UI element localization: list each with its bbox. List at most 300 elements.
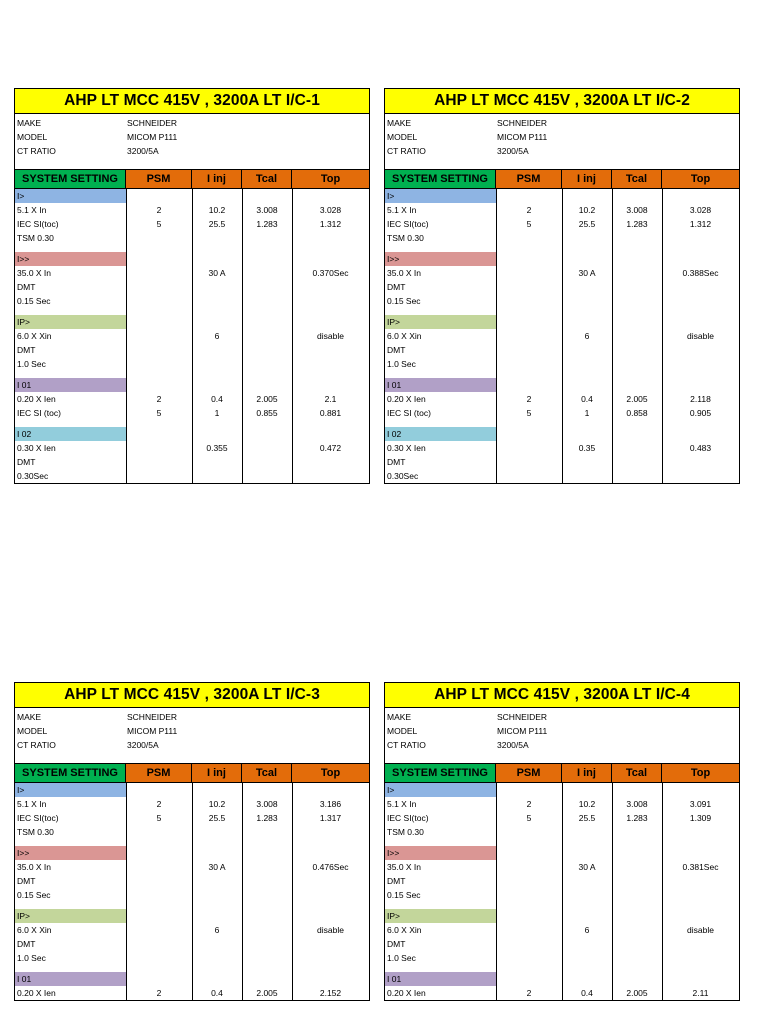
cell-setting: TSM 0.30 (387, 233, 424, 243)
header-i-inj: I inj (562, 170, 612, 188)
cell-top (292, 294, 369, 308)
stage-label: I>> (385, 846, 496, 860)
stage-row (385, 846, 739, 860)
cell-setting: DMT (387, 457, 406, 467)
cell-tcal (242, 825, 292, 839)
cell-top: 1.312 (319, 219, 342, 229)
cell-tcal: 1.283 (256, 813, 278, 823)
header-psm: PSM (496, 170, 562, 188)
make-row (15, 116, 369, 130)
cell-tcal (242, 294, 292, 308)
table-row (385, 294, 739, 308)
cell-setting: 0.20 X Ien (17, 988, 56, 998)
cell-tcal (242, 280, 292, 294)
sheet-title: AHP LT MCC 415V , 3200A LT I/C-1 (15, 89, 369, 114)
empty-cell (126, 846, 192, 860)
cell-setting: 35.0 X In (17, 268, 52, 278)
cell-i-inj (562, 825, 612, 839)
empty-cell (192, 252, 242, 266)
make-value: SCHNEIDER (127, 712, 178, 722)
empty-cell (292, 252, 369, 266)
make-value: SCHNEIDER (127, 118, 178, 128)
header-psm: PSM (496, 764, 562, 782)
cell-i-inj: 0.4 (581, 988, 593, 998)
table-row (385, 825, 739, 839)
ct-ratio-value: 3200/5A (497, 146, 529, 156)
relay-setting-sheet (14, 88, 370, 484)
cell-psm: 2 (156, 205, 162, 215)
table-row (15, 455, 369, 469)
table-row (385, 343, 739, 357)
model-value: MICOM P111 (127, 726, 178, 736)
table-row (385, 986, 739, 1000)
cell-i-inj (562, 469, 612, 483)
cell-setting: 0.20 X Ien (387, 988, 426, 998)
empty-cell (192, 427, 242, 441)
header-i-inj: I inj (192, 764, 242, 782)
cell-psm (496, 874, 562, 888)
table-row (385, 797, 739, 811)
empty-cell (126, 783, 192, 797)
cell-tcal (612, 874, 662, 888)
cell-psm (496, 951, 562, 965)
table-header (385, 763, 739, 783)
table-row (385, 455, 739, 469)
cell-i-inj (192, 825, 242, 839)
spacer-row (15, 371, 369, 378)
ct-ratio-label: CT RATIO (387, 740, 426, 750)
cell-tcal (242, 357, 292, 371)
cell-setting: 1.0 Sec (17, 359, 46, 369)
cell-i-inj (562, 231, 612, 245)
cell-tcal (242, 860, 292, 874)
cell-psm: 5 (156, 219, 162, 229)
header-tcal: Tcal (612, 764, 662, 782)
cell-i-inj (562, 888, 612, 902)
cell-tcal (612, 860, 662, 874)
cell-i-inj (562, 294, 612, 308)
header-tcal: Tcal (242, 170, 292, 188)
cell-i-inj (192, 951, 242, 965)
cell-tcal (242, 888, 292, 902)
cell-top (662, 874, 739, 888)
empty-cell (612, 427, 662, 441)
spacer-row (15, 245, 369, 252)
make-value: SCHNEIDER (497, 712, 548, 722)
cell-top (292, 888, 369, 902)
cell-psm (126, 266, 192, 280)
spacer-row (15, 308, 369, 315)
cell-i-inj: 30 A (578, 862, 596, 872)
empty-cell (562, 846, 612, 860)
spacer-row (385, 308, 739, 315)
ct-ratio-row (15, 144, 369, 158)
stage-label: I>> (15, 846, 126, 860)
ct-ratio-label: CT RATIO (17, 146, 56, 156)
cell-psm (496, 357, 562, 371)
cell-top: 3.028 (689, 205, 712, 215)
cell-i-inj (192, 343, 242, 357)
make-label: MAKE (387, 712, 412, 722)
cell-i-inj (192, 888, 242, 902)
table-row (15, 923, 369, 937)
cell-setting: 0.30 X Ien (387, 443, 426, 453)
stage-row (15, 909, 369, 923)
cell-setting: 6.0 X Xin (17, 331, 52, 341)
relay-info (385, 708, 739, 763)
cell-psm (126, 280, 192, 294)
cell-psm (496, 294, 562, 308)
cell-psm (126, 294, 192, 308)
stage-label: I> (385, 189, 496, 203)
cell-i-inj: 10.2 (208, 799, 226, 809)
stage-row (385, 909, 739, 923)
cell-top: 1.312 (689, 219, 712, 229)
relay-setting-sheet (384, 88, 740, 484)
cell-setting: IEC SI (toc) (17, 408, 61, 418)
table-row (15, 986, 369, 1000)
empty-cell (292, 378, 369, 392)
cell-tcal (612, 280, 662, 294)
cell-setting: 35.0 X In (17, 862, 52, 872)
empty-cell (126, 189, 192, 203)
model-row (385, 130, 739, 144)
table-row (15, 469, 369, 483)
model-value: MICOM P111 (127, 132, 178, 142)
empty-cell (662, 252, 739, 266)
table-row (15, 266, 369, 280)
cell-i-inj: 6 (584, 925, 590, 935)
empty-cell (126, 972, 192, 986)
cell-setting: DMT (387, 282, 406, 292)
cell-tcal (242, 874, 292, 888)
cell-top (292, 280, 369, 294)
empty-cell (662, 846, 739, 860)
table-row (385, 217, 739, 231)
header-setting: SYSTEM SETTING (15, 170, 126, 188)
empty-cell (192, 315, 242, 329)
cell-psm (126, 231, 192, 245)
cell-i-inj: 30 A (578, 268, 596, 278)
cell-tcal: 3.008 (626, 799, 648, 809)
cell-i-inj: 0.4 (581, 394, 593, 404)
cell-setting: 6.0 X Xin (387, 925, 422, 935)
table-row (15, 343, 369, 357)
spacer-row (385, 371, 739, 378)
table-row (15, 441, 369, 455)
cell-psm: 2 (526, 988, 532, 998)
table-row (15, 392, 369, 406)
cell-psm: 5 (156, 408, 162, 418)
empty-cell (292, 783, 369, 797)
cell-tcal: 3.008 (256, 799, 278, 809)
stage-row (15, 315, 369, 329)
cell-setting: 0.15 Sec (17, 296, 51, 306)
cell-top: 2.152 (319, 988, 342, 998)
cell-top (662, 469, 739, 483)
stage-row (385, 189, 739, 203)
sheet-title: AHP LT MCC 415V , 3200A LT I/C-2 (385, 89, 739, 114)
cell-setting: 0.30Sec (17, 471, 49, 481)
cell-i-inj: 6 (214, 925, 220, 935)
cell-tcal (612, 455, 662, 469)
empty-cell (562, 972, 612, 986)
settings-table (385, 189, 739, 483)
spacer-row (15, 965, 369, 972)
cell-setting: TSM 0.30 (17, 233, 54, 243)
cell-i-inj: 10.2 (208, 205, 226, 215)
cell-psm (496, 937, 562, 951)
table-row (15, 217, 369, 231)
stage-label: IP> (15, 315, 126, 329)
empty-cell (242, 252, 292, 266)
cell-tcal (242, 231, 292, 245)
cell-tcal (612, 825, 662, 839)
cell-top (292, 874, 369, 888)
model-label: MODEL (17, 726, 48, 736)
relay-info (385, 114, 739, 169)
cell-top (662, 825, 739, 839)
relay-info (15, 708, 369, 763)
stage-label: I> (15, 783, 126, 797)
cell-psm: 2 (526, 394, 532, 404)
cell-i-inj: 0.4 (211, 394, 223, 404)
header-i-inj: I inj (562, 764, 612, 782)
spacer-row (385, 420, 739, 427)
cell-tcal: 3.008 (626, 205, 648, 215)
cell-tcal (242, 441, 292, 455)
cell-tcal: 3.008 (256, 205, 278, 215)
cell-setting: TSM 0.30 (17, 827, 54, 837)
header-top: Top (320, 767, 341, 779)
spacer-row (385, 965, 739, 972)
empty-cell (612, 378, 662, 392)
cell-setting: IEC SI(toc) (387, 813, 429, 823)
cell-tcal: 0.858 (626, 408, 648, 418)
cell-setting: 1.0 Sec (387, 359, 416, 369)
empty-cell (496, 189, 562, 203)
cell-psm: 5 (526, 813, 532, 823)
cell-psm (126, 441, 192, 455)
model-label: MODEL (387, 726, 418, 736)
cell-setting: 35.0 X In (387, 268, 422, 278)
stage-row (15, 972, 369, 986)
cell-psm (496, 825, 562, 839)
table-row (385, 874, 739, 888)
stage-label: I>> (15, 252, 126, 266)
header-setting: SYSTEM SETTING (15, 764, 126, 782)
table-row (385, 203, 739, 217)
table-row (15, 406, 369, 420)
cell-setting: DMT (17, 345, 36, 355)
cell-psm (126, 455, 192, 469)
model-value: MICOM P111 (497, 132, 548, 142)
header-i-inj: I inj (192, 170, 242, 188)
table-row (385, 266, 739, 280)
stage-label: IP> (15, 909, 126, 923)
empty-cell (192, 378, 242, 392)
cell-tcal (242, 937, 292, 951)
spacer-row (15, 902, 369, 909)
cell-setting: 5.1 X In (17, 205, 47, 215)
cell-setting: IEC SI(toc) (17, 813, 59, 823)
table-row (15, 329, 369, 343)
stage-row (385, 783, 739, 797)
cell-psm (126, 329, 192, 343)
cell-i-inj: 0.355 (206, 443, 228, 453)
stage-row (385, 972, 739, 986)
cell-top (662, 951, 739, 965)
cell-psm (496, 329, 562, 343)
cell-psm (126, 860, 192, 874)
ct-ratio-row (385, 144, 739, 158)
empty-cell (612, 972, 662, 986)
cell-setting: 0.15 Sec (387, 296, 421, 306)
stage-label: I> (15, 189, 126, 203)
spacer-row (15, 839, 369, 846)
cell-setting: 0.15 Sec (387, 890, 421, 900)
cell-psm: 2 (156, 799, 162, 809)
cell-setting: DMT (387, 876, 406, 886)
cell-top: 2.118 (690, 394, 711, 404)
cell-psm (496, 441, 562, 455)
cell-i-inj (562, 357, 612, 371)
cell-top (292, 469, 369, 483)
table-row (385, 860, 739, 874)
cell-psm (126, 825, 192, 839)
cell-psm: 2 (156, 394, 162, 404)
cell-setting: 5.1 X In (387, 799, 417, 809)
cell-top: 2.1 (324, 394, 337, 404)
cell-i-inj (562, 951, 612, 965)
empty-cell (662, 909, 739, 923)
cell-top (662, 231, 739, 245)
cell-i-inj: 25.5 (208, 219, 226, 229)
header-tcal: Tcal (242, 764, 292, 782)
spacer-row (385, 902, 739, 909)
header-tcal: Tcal (612, 170, 662, 188)
stage-label: IP> (385, 909, 496, 923)
empty-cell (612, 252, 662, 266)
cell-setting: 5.1 X In (387, 205, 417, 215)
empty-cell (192, 972, 242, 986)
cell-top (662, 455, 739, 469)
stage-label: I>> (385, 252, 496, 266)
model-label: MODEL (17, 132, 48, 142)
stage-label: I 01 (15, 378, 126, 392)
table-row (15, 811, 369, 825)
cell-tcal (612, 937, 662, 951)
table-row (385, 951, 739, 965)
make-row (385, 116, 739, 130)
table-row (15, 888, 369, 902)
table-row (15, 797, 369, 811)
table-row (15, 357, 369, 371)
empty-cell (192, 909, 242, 923)
cell-setting: IEC SI(toc) (387, 219, 429, 229)
cell-setting: 0.30Sec (387, 471, 419, 481)
cell-psm (126, 357, 192, 371)
cell-top (662, 357, 739, 371)
cell-i-inj: 0.35 (578, 443, 596, 453)
empty-cell (242, 315, 292, 329)
table-row (15, 951, 369, 965)
cell-setting: DMT (387, 939, 406, 949)
empty-cell (242, 427, 292, 441)
cell-psm: 2 (526, 799, 532, 809)
table-row (385, 231, 739, 245)
ct-ratio-value: 3200/5A (127, 146, 159, 156)
empty-cell (292, 909, 369, 923)
cell-tcal (242, 469, 292, 483)
empty-cell (292, 427, 369, 441)
stage-row (15, 846, 369, 860)
cell-tcal: 1.283 (626, 219, 648, 229)
cell-top: 0.483 (689, 443, 712, 453)
cell-top: disable (687, 925, 714, 935)
cell-top: 1.309 (689, 813, 712, 823)
cell-top: 3.028 (319, 205, 342, 215)
cell-psm (496, 923, 562, 937)
header-psm: PSM (126, 170, 192, 188)
cell-psm (126, 874, 192, 888)
cell-tcal (612, 469, 662, 483)
cell-setting: 0.20 X Ien (17, 394, 56, 404)
empty-cell (242, 909, 292, 923)
empty-cell (562, 427, 612, 441)
cell-setting: 1.0 Sec (387, 953, 416, 963)
empty-cell (612, 783, 662, 797)
make-label: MAKE (387, 118, 412, 128)
cell-top (662, 294, 739, 308)
empty-cell (242, 189, 292, 203)
empty-cell (192, 189, 242, 203)
model-row (385, 724, 739, 738)
table-row (15, 294, 369, 308)
table-header (15, 169, 369, 189)
cell-top (292, 937, 369, 951)
cell-psm (126, 888, 192, 902)
cell-top: 0.388Sec (682, 268, 719, 278)
cell-i-inj (192, 280, 242, 294)
cell-psm: 2 (526, 205, 532, 215)
cell-top: 3.186 (319, 799, 342, 809)
cell-top: 1.317 (319, 813, 342, 823)
cell-top (662, 888, 739, 902)
cell-i-inj: 1 (584, 408, 590, 418)
ct-ratio-label: CT RATIO (387, 146, 426, 156)
empty-cell (612, 909, 662, 923)
header-setting: SYSTEM SETTING (385, 764, 496, 782)
model-row (15, 724, 369, 738)
empty-cell (496, 252, 562, 266)
cell-setting: IEC SI (toc) (387, 408, 431, 418)
cell-i-inj (562, 937, 612, 951)
cell-top (292, 343, 369, 357)
cell-i-inj (562, 874, 612, 888)
spacer-row (385, 839, 739, 846)
ct-ratio-row (15, 738, 369, 752)
cell-psm (496, 343, 562, 357)
cell-top (292, 825, 369, 839)
cell-tcal (612, 294, 662, 308)
empty-cell (126, 378, 192, 392)
empty-cell (192, 846, 242, 860)
empty-cell (662, 972, 739, 986)
cell-setting: 0.20 X Ien (387, 394, 426, 404)
cell-i-inj: 10.2 (578, 799, 596, 809)
cell-tcal: 1.283 (626, 813, 648, 823)
